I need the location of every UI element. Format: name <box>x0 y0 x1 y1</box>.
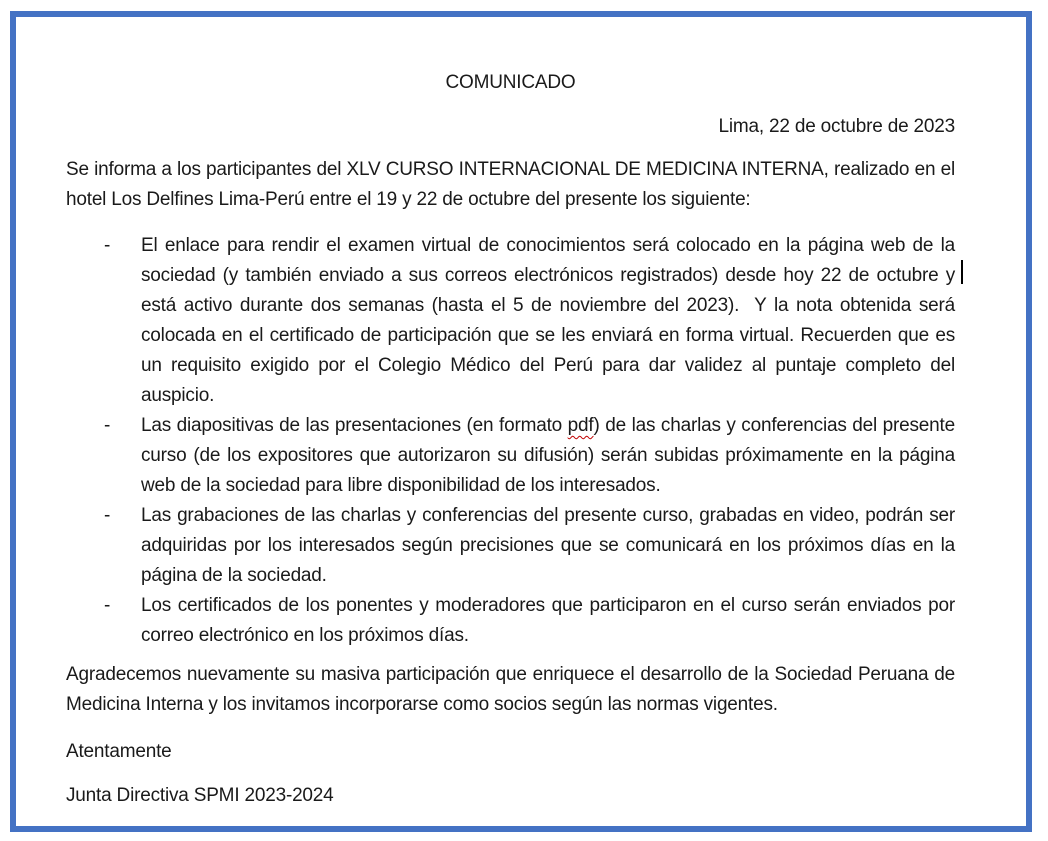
bullet-item-certificates <box>66 591 955 651</box>
document-content <box>66 0 955 811</box>
bullet-text-segment: ) de las charlas y conferencias del presente curso (de los expositores que autorizaron su difusión) serán subidas próximamente en la página web de la sociedad para libre disponibilidad de los interesados. <box>141 415 955 496</box>
bullet-text: Los certificados de los ponentes y moderadores que participaron en el curso serán enviados por correo electrónico en los próximos días. <box>141 595 955 646</box>
document-title: COMUNICADO <box>445 72 576 93</box>
bullet-text-segment: Las diapositivas de las presentaciones (en formato <box>141 415 568 436</box>
bullet-list <box>66 231 955 651</box>
bullet-item-exam-link <box>66 231 955 411</box>
date-line: Lima, 22 de octubre de 2023 <box>718 116 955 137</box>
text-cursor-caret <box>961 260 963 284</box>
bullet-text <box>141 415 955 496</box>
bullet-item-recordings <box>66 501 955 591</box>
bullet-item-slides <box>66 411 955 501</box>
signoff-line: Atentamente <box>66 741 172 762</box>
closing-paragraph: Agradecemos nuevamente su masiva participación que enriquece el desarrollo de la Sociedad Peruana de Medicina Interna y los invitamos incorporarse como socios según las normas vigentes. <box>66 664 955 715</box>
bullet-marker: - <box>104 505 111 526</box>
signature-line: Junta Directiva SPMI 2023-2024 <box>66 785 334 806</box>
bullet-text: El enlace para rendir el examen virtual de conocimientos será colocado en la página web de la sociedad (y también enviado a sus correos electrónicos registrados) desde hoy 22 de octubre y está activo durante dos semanas (hasta el 5 de noviembre del 2023). Y la nota obtenida será colocada en el certificado de participación que se les enviará en forma virtual. Recuerden que es un requisito exigido por el Colegio Médico del Perú para dar validez al puntaje completo del auspicio. <box>141 235 955 406</box>
bullet-marker: - <box>104 235 111 256</box>
bullet-marker: - <box>104 595 111 616</box>
bullet-marker: - <box>104 415 111 436</box>
misspelled-word: pdf <box>567 415 594 436</box>
bullet-text: Las grabaciones de las charlas y conferencias del presente curso, grabadas en video, podrán ser adquiridas por los interesados según precisiones que se comunicará en los próximos días en la página de la sociedad. <box>141 505 955 586</box>
intro-paragraph: Se informa a los participantes del XLV CURSO INTERNACIONAL DE MEDICINA INTERNA, realizado en el hotel Los Delfines Lima-Perú entre el 19 y 22 de octubre del presente los siguiente: <box>66 159 955 210</box>
